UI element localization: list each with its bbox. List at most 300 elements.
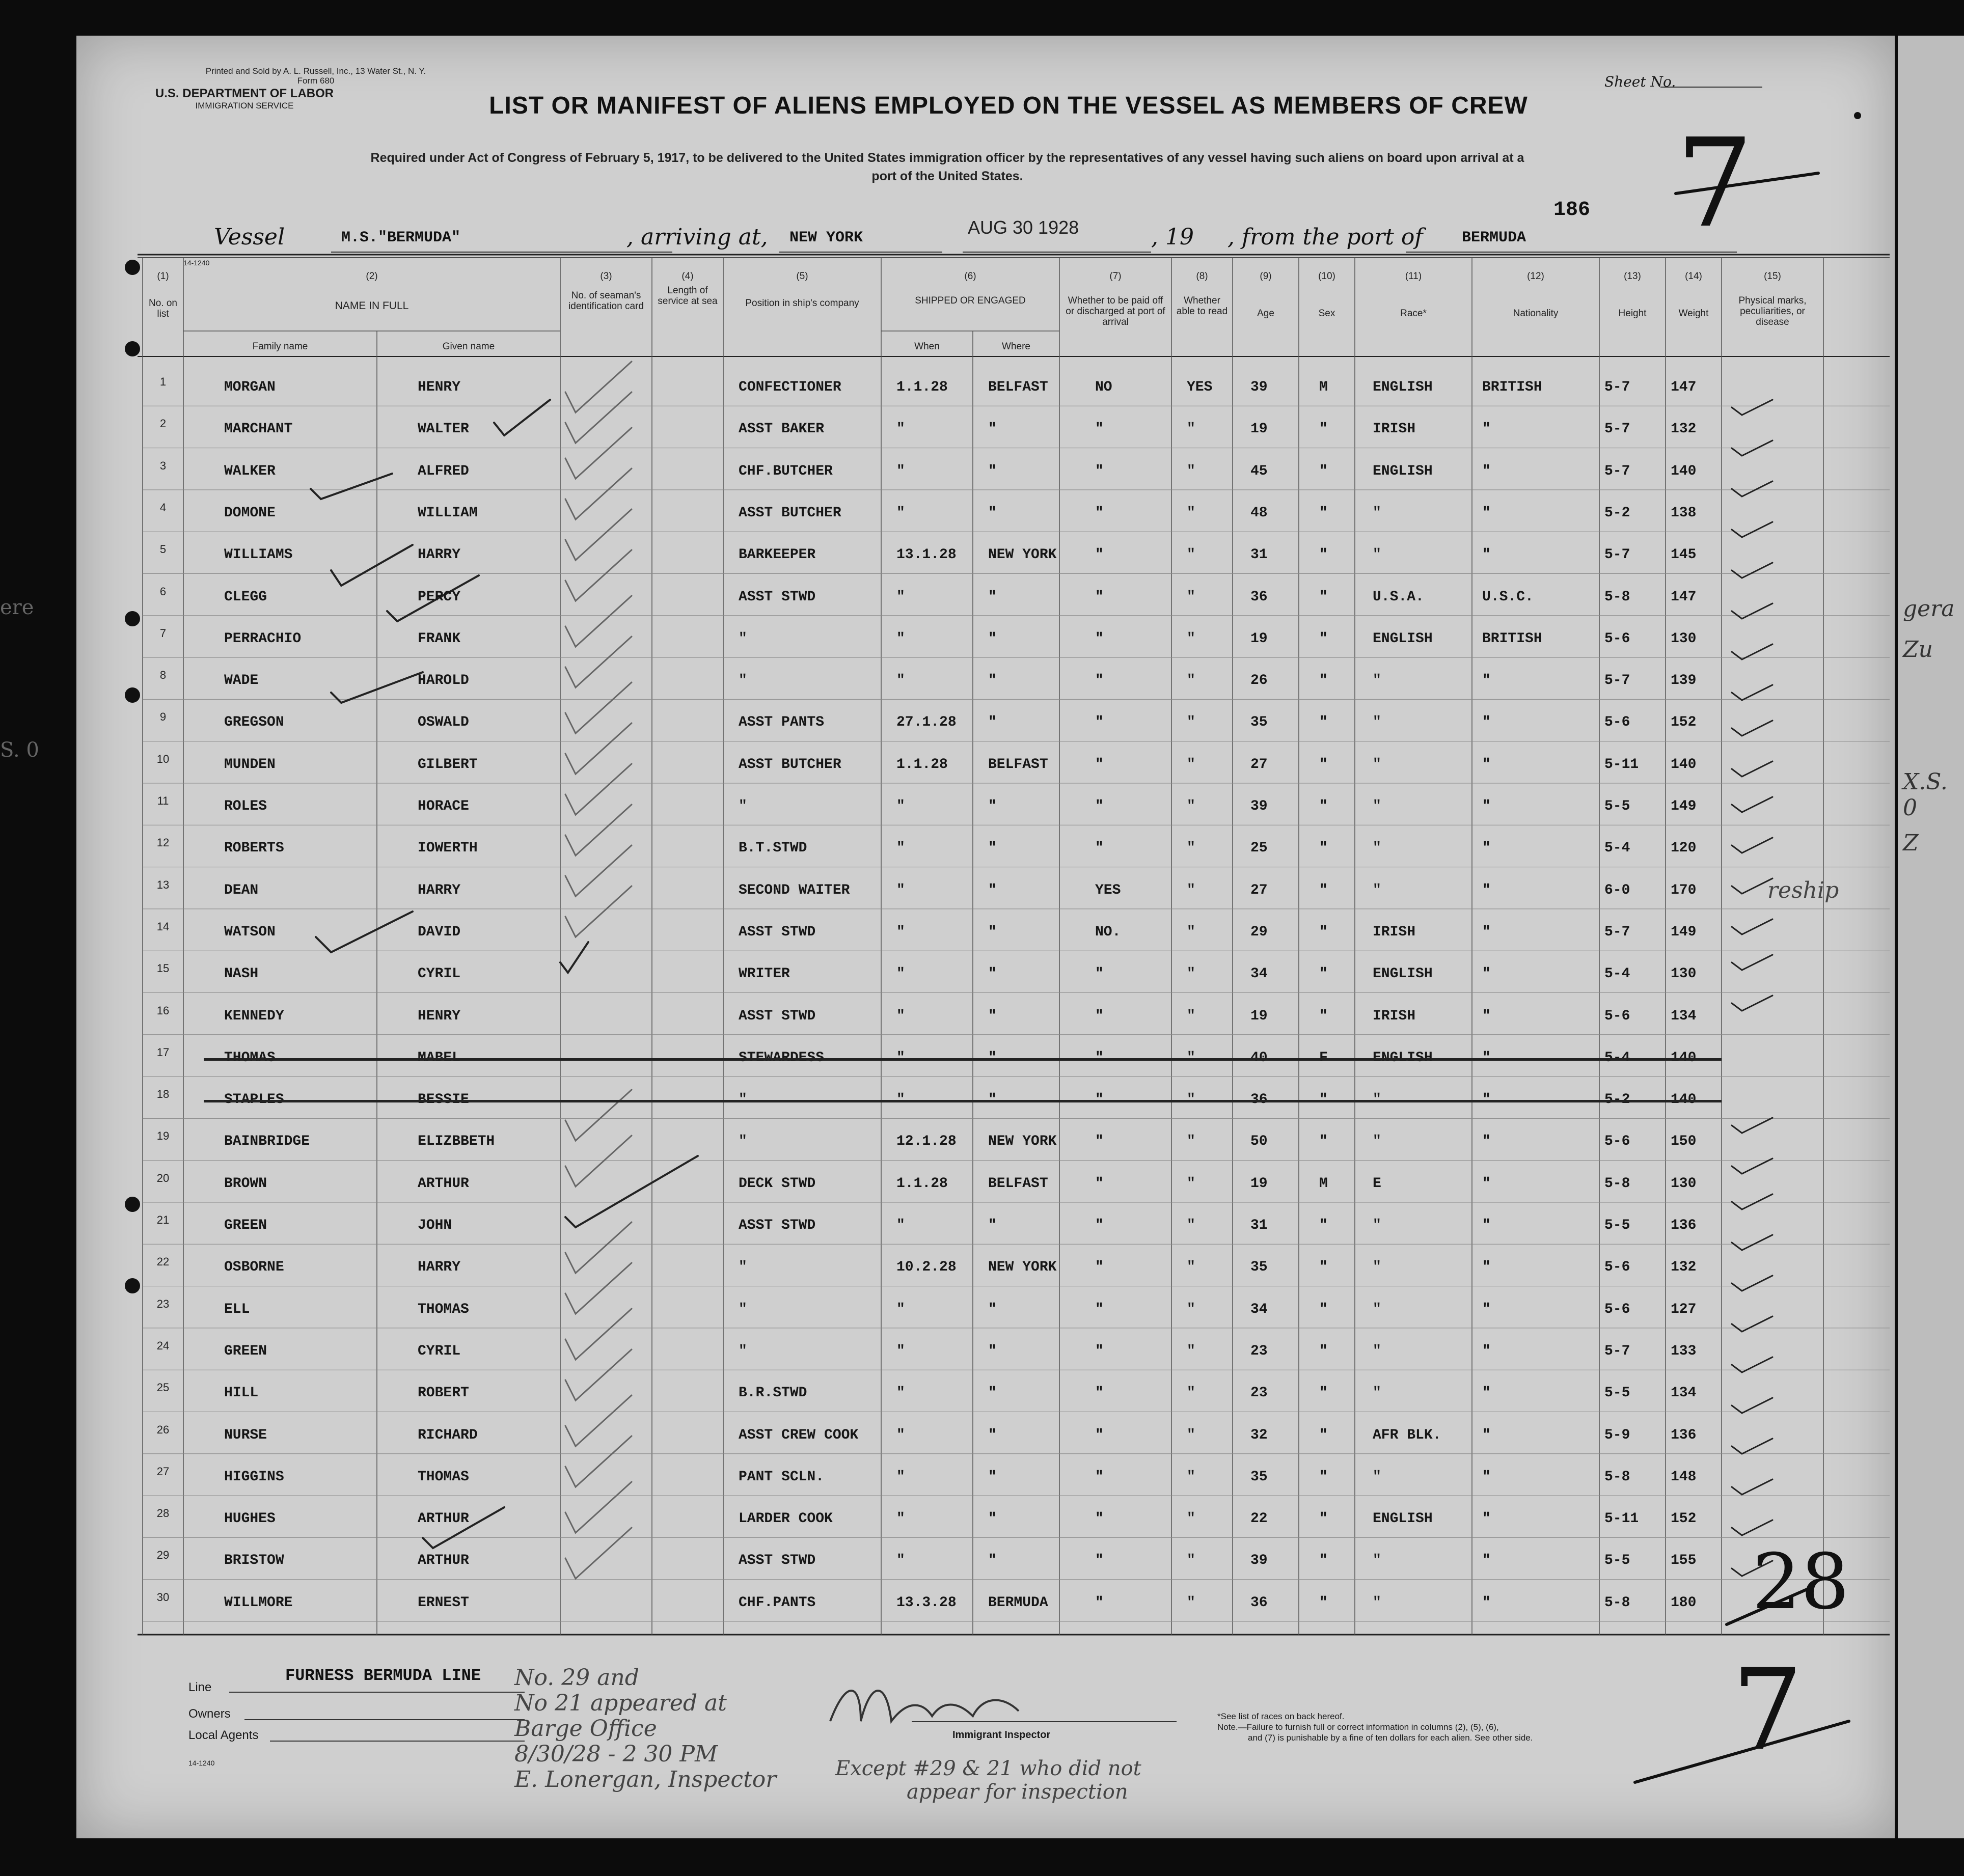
cell-position: ASST STWD (739, 1008, 816, 1024)
column-c6-number: (6) (964, 271, 976, 282)
cell-family: WILLMORE (224, 1594, 293, 1611)
cell-family: WILLIAMS (224, 547, 293, 563)
cell-read: " (1187, 1008, 1195, 1024)
physical-marks-ticks (1732, 400, 1772, 1576)
column-c1-label: No. on list (149, 298, 177, 319)
cell-sex: " (1319, 1594, 1328, 1611)
cell-weight: 134 (1671, 1008, 1697, 1024)
cell-read: " (1187, 1218, 1195, 1233)
cell-height: 5-5 (1604, 798, 1630, 814)
cell-age: 23 (1250, 1385, 1268, 1401)
cell-nat: " (1482, 1134, 1491, 1150)
cell-height: 5-5 (1604, 1218, 1630, 1233)
cell-no: 21 (156, 1213, 170, 1226)
cell-given: OSWALD (418, 714, 469, 731)
cell-position: SECOND WAITER (739, 882, 850, 898)
cell-where: " (988, 673, 997, 689)
cell-height: 5-8 (1604, 1175, 1630, 1192)
cell-age: 27 (1250, 756, 1268, 773)
cell-no: 1 (159, 375, 167, 388)
cell-paid: " (1095, 463, 1104, 479)
cell-age: 29 (1250, 924, 1268, 940)
cell-nat: " (1482, 924, 1491, 940)
cell-age: 36 (1250, 589, 1268, 605)
cell-position: ASST CREW COOK (739, 1427, 859, 1443)
punch-hole (125, 611, 140, 626)
cell-height: 5-4 (1604, 966, 1630, 982)
cell-age: 32 (1250, 1427, 1268, 1443)
subtitle-line-2: port of the United States. (871, 169, 1023, 183)
cell-given: HORACE (418, 798, 469, 814)
cell-family: OSBORNE (224, 1259, 284, 1276)
cell-weight: 134 (1671, 1385, 1697, 1401)
cell-read: " (1187, 1301, 1195, 1317)
strip-text: Z (1903, 830, 1919, 856)
footer-form-code: 14-1240 (188, 1759, 215, 1767)
sheet-label: Sheet No. (1604, 73, 1676, 90)
strip-text: X.S. 0 (1903, 769, 1948, 821)
cell-sex: " (1319, 1301, 1328, 1317)
cell-where: NEW YORK (988, 1259, 1057, 1276)
cell-no: 5 (159, 543, 167, 556)
strike-through-line (204, 1100, 1722, 1102)
cell-height: 5-6 (1604, 1301, 1630, 1317)
strip-text: ere (0, 596, 34, 619)
cell-when: " (896, 1385, 905, 1401)
cell-no: 4 (159, 501, 167, 514)
cell-age: 34 (1250, 966, 1268, 982)
column-c12-number: (12) (1527, 271, 1544, 282)
cell-sex: " (1319, 1134, 1328, 1150)
cell-age: 35 (1250, 714, 1268, 731)
cell-age: 27 (1250, 882, 1268, 898)
cell-race: IRISH (1373, 421, 1416, 437)
cell-when: " (896, 589, 905, 605)
cell-height: 5-7 (1604, 673, 1630, 689)
cell-nat: " (1482, 882, 1491, 898)
cell-where: " (988, 924, 997, 940)
cell-race: " (1373, 756, 1381, 773)
cell-race: E (1373, 1175, 1381, 1192)
cell-family: WALKER (224, 463, 276, 479)
owners-underline (244, 1719, 525, 1720)
cell-race: " (1373, 547, 1381, 563)
cell-no: 20 (156, 1171, 170, 1184)
cell-paid: " (1095, 1594, 1104, 1611)
cell-sex: " (1319, 840, 1328, 857)
cell-nat: " (1482, 1259, 1491, 1276)
cell-no: 18 (156, 1088, 170, 1101)
cell-no: 2 (159, 417, 167, 430)
cell-paid: " (1095, 1511, 1104, 1527)
cell-nat: " (1482, 966, 1491, 982)
cell-paid: " (1095, 673, 1104, 689)
cell-where: " (988, 1511, 997, 1527)
cell-nat: " (1482, 1301, 1491, 1317)
cell-when: " (896, 1218, 905, 1233)
cell-read: " (1187, 1134, 1195, 1150)
cell-read: " (1187, 589, 1195, 605)
cell-height: 5-5 (1604, 1385, 1630, 1401)
cell-when: " (896, 630, 905, 647)
cell-height: 5-4 (1604, 840, 1630, 857)
cell-when: " (896, 966, 905, 982)
cell-nat: " (1482, 505, 1491, 521)
cell-read: " (1187, 756, 1195, 773)
cell-height: 5-11 (1604, 756, 1639, 773)
cell-no: 25 (156, 1381, 170, 1394)
cell-paid: " (1095, 630, 1104, 647)
agents-label: Local Agents (188, 1728, 259, 1742)
cell-no: 6 (159, 585, 167, 598)
cell-weight: 149 (1671, 798, 1697, 814)
cell-when: " (896, 1553, 905, 1569)
cell-no: 15 (156, 962, 170, 975)
given-name-header: Given name (442, 341, 495, 352)
cell-sex: " (1319, 1553, 1328, 1569)
column-c11-number: (11) (1405, 271, 1422, 282)
cell-height: 5-7 (1604, 1343, 1630, 1359)
year-label: , 19 (1151, 224, 1194, 250)
cell-read: " (1187, 1427, 1195, 1443)
cell-paid: " (1095, 840, 1104, 857)
cell-sex: " (1319, 882, 1328, 898)
cell-when: 13.3.28 (896, 1594, 957, 1611)
hand-note-line: Barge Office (514, 1716, 657, 1742)
cell-family: WATSON (224, 924, 276, 940)
cell-position: ASST PANTS (739, 714, 825, 731)
service: IMMIGRATION SERVICE (195, 101, 294, 111)
cell-weight: 147 (1671, 589, 1697, 605)
cell-height: 5-6 (1604, 630, 1630, 647)
cell-paid: " (1095, 1385, 1104, 1401)
cell-nat: " (1482, 421, 1491, 437)
cell-paid: " (1095, 1218, 1104, 1233)
printer-text: Printed and Sold by A. L. Russell, Inc., 13 Water St., N. Y. (205, 66, 426, 76)
cell-family: MORGAN (224, 379, 276, 395)
cell-weight: 130 (1671, 966, 1697, 982)
cell-where: " (988, 505, 997, 521)
where-header: Where (1002, 341, 1030, 352)
cell-position: LARDER COOK (739, 1511, 833, 1527)
cell-nat: " (1482, 547, 1491, 563)
column-c7-number: (7) (1109, 271, 1122, 282)
cell-no: 17 (156, 1045, 170, 1059)
column-c15-label: Physical marks, peculiarities, or disease (1738, 295, 1807, 327)
cell-read: " (1187, 924, 1195, 940)
line-value: FURNESS BERMUDA LINE (285, 1666, 481, 1685)
note-line-1: Note.—Failure to furnish full or correct information in columns (2), (5), (6), (1217, 1722, 1499, 1732)
column-c11-label: Race* (1400, 308, 1427, 319)
cell-nat: " (1482, 463, 1491, 479)
cell-weight: 155 (1671, 1553, 1697, 1569)
punch-hole (125, 687, 140, 703)
cell-nat: " (1482, 714, 1491, 731)
cell-read: " (1187, 1343, 1195, 1359)
cell-weight: 140 (1671, 756, 1697, 773)
column-c2-label: NAME IN FULL (335, 300, 409, 312)
when-header: When (914, 341, 940, 352)
cell-where: " (988, 966, 997, 982)
cell-given: ARTHUR (418, 1511, 469, 1527)
cell-read: " (1187, 463, 1195, 479)
cell-when: 1.1.28 (896, 1175, 948, 1192)
strip-text: gera (1903, 596, 1955, 622)
cell-race: ENGLISH (1373, 966, 1433, 982)
cell-family: BAINBRIDGE (224, 1134, 310, 1150)
cell-where: " (988, 630, 997, 647)
cell-position: " (739, 1134, 747, 1150)
cell-family: ELL (224, 1301, 250, 1317)
handwritten-seven: 7 (1732, 1645, 1803, 1775)
cell-age: 39 (1250, 379, 1268, 395)
cell-when: " (896, 463, 905, 479)
cell-read: " (1187, 966, 1195, 982)
cell-family: WADE (224, 673, 259, 689)
cell-no: 16 (156, 1004, 170, 1017)
cell-where: BELFAST (988, 756, 1048, 773)
cell-position: " (739, 1301, 747, 1317)
left-margin-strip (0, 36, 76, 1838)
column-c1-number: (1) (157, 271, 169, 282)
cell-given: ERNEST (418, 1594, 469, 1611)
cell-given: HARRY (418, 882, 461, 898)
cell-when: 12.1.28 (896, 1134, 957, 1150)
cell-weight: 132 (1671, 421, 1697, 437)
cell-position: ASST STWD (739, 924, 816, 940)
cell-sex: " (1319, 966, 1328, 982)
punch-hole (125, 260, 140, 275)
check-marks (311, 400, 698, 1548)
cell-read: " (1187, 673, 1195, 689)
cell-where: " (988, 421, 997, 437)
cell-when: 1.1.28 (896, 756, 948, 773)
department: U.S. DEPARTMENT OF LABOR (155, 87, 334, 100)
column-c6-label: SHIPPED OR ENGAGED (915, 295, 1026, 306)
cell-height: 5-9 (1604, 1427, 1630, 1443)
cell-race: " (1373, 673, 1381, 689)
cell-nat: " (1482, 1008, 1491, 1024)
cell-nat: BRITISH (1482, 630, 1542, 647)
cell-sex: " (1319, 1427, 1328, 1443)
cell-where: " (988, 882, 997, 898)
cell-sex: " (1319, 924, 1328, 940)
cell-family: ROLES (224, 798, 267, 814)
cell-where: NEW YORK (988, 1134, 1057, 1150)
cell-where: " (988, 1218, 997, 1233)
cell-sex: M (1319, 379, 1328, 395)
cell-weight: 130 (1671, 1175, 1697, 1192)
cell-sex: " (1319, 505, 1328, 521)
cell-race: ENGLISH (1373, 630, 1433, 647)
cell-position: ASST STWD (739, 589, 816, 605)
cell-family: HILL (224, 1385, 259, 1401)
hand-note-line: No. 29 and (514, 1665, 639, 1691)
column-c3-number: (3) (600, 271, 612, 282)
cell-family: CLEGG (224, 589, 267, 605)
cell-height: 5-6 (1604, 1134, 1630, 1150)
cell-marks: reship (1767, 877, 1839, 903)
cell-race: " (1373, 1553, 1381, 1569)
cell-paid: " (1095, 1469, 1104, 1485)
cell-age: 22 (1250, 1511, 1268, 1527)
cell-family: GREEN (224, 1343, 267, 1359)
cell-paid: YES (1095, 882, 1121, 898)
column-c8-number: (8) (1196, 271, 1208, 282)
cell-race: " (1373, 1218, 1381, 1233)
cell-sex: M (1319, 1175, 1328, 1192)
cell-position: PANT SCLN. (739, 1469, 825, 1485)
cell-no: 22 (156, 1255, 170, 1268)
cell-family: HUGHES (224, 1511, 276, 1527)
cell-family: MUNDEN (224, 756, 276, 773)
arriving-label: , arriving at, (626, 224, 768, 250)
cell-sex: " (1319, 1218, 1328, 1233)
cell-paid: NO (1095, 379, 1112, 395)
punch-hole (125, 341, 140, 356)
cell-given: THOMAS (418, 1469, 469, 1485)
cell-given: HARRY (418, 1259, 461, 1276)
cell-where: " (988, 589, 997, 605)
cell-weight: 138 (1671, 505, 1697, 521)
arriving-port: NEW YORK (789, 229, 863, 246)
cell-weight: 148 (1671, 1469, 1697, 1485)
cell-paid: " (1095, 714, 1104, 731)
cell-given: HENRY (418, 1008, 461, 1024)
cell-paid: " (1095, 1134, 1104, 1150)
cell-given: ARTHUR (418, 1175, 469, 1192)
cell-where: " (988, 1008, 997, 1024)
cell-nat: " (1482, 1427, 1491, 1443)
cell-given: HARRY (418, 547, 461, 563)
cell-given: PERCY (418, 589, 461, 605)
cell-no: 27 (156, 1465, 170, 1478)
cell-when: 13.1.28 (896, 547, 957, 563)
cell-where: BELFAST (988, 379, 1048, 395)
strip-text: Zu (1903, 637, 1933, 663)
cell-paid: " (1095, 966, 1104, 982)
cell-height: 5-8 (1604, 1594, 1630, 1611)
cell-position: ASST BUTCHER (739, 505, 841, 521)
strike-through-line (204, 1058, 1722, 1061)
cell-position: CONFECTIONER (739, 379, 841, 395)
except-line-1: Except #29 & 21 who did not (835, 1757, 1141, 1780)
cell-family: GREEN (224, 1218, 267, 1233)
cell-paid: " (1095, 589, 1104, 605)
column-c4-label: Length of service at sea (658, 285, 718, 307)
cell-height: 5-8 (1604, 589, 1630, 605)
column-c12-label: Nationality (1513, 308, 1559, 319)
cell-no: 7 (159, 626, 167, 640)
cell-position: " (739, 1343, 747, 1359)
cell-nat: BRITISH (1482, 379, 1542, 395)
punch-hole (1854, 112, 1861, 119)
cell-race: " (1373, 1259, 1381, 1276)
cell-height: 5-7 (1604, 463, 1630, 479)
cell-read: " (1187, 882, 1195, 898)
cell-race: ENGLISH (1373, 379, 1433, 395)
cell-age: 45 (1250, 463, 1268, 479)
cell-height: 5-7 (1604, 924, 1630, 940)
note-line-2: and (7) is punishable by a fine of ten dollars for each alien. See other side. (1248, 1733, 1533, 1743)
serial-number: 186 (1553, 199, 1591, 222)
cell-height: 5-11 (1604, 1511, 1639, 1527)
line-label: Line (188, 1680, 212, 1694)
cell-race: " (1373, 505, 1381, 521)
cell-nat: " (1482, 1343, 1491, 1359)
cell-where: BERMUDA (988, 1594, 1048, 1611)
cell-given: ROBERT (418, 1385, 469, 1401)
form-code: 14-1240 (183, 259, 210, 267)
manifest-sheet (76, 36, 1895, 1838)
cell-family: HIGGINS (224, 1469, 284, 1485)
cell-position: " (739, 1259, 747, 1276)
cell-given: HAROLD (418, 673, 469, 689)
cell-nat: " (1482, 1385, 1491, 1401)
column-c7-label: Whether to be paid off or discharged at port of arrival (1066, 295, 1165, 327)
hand-note-line: No 21 appeared at (514, 1690, 727, 1716)
cell-paid: " (1095, 798, 1104, 814)
departure-port: BERMUDA (1462, 229, 1526, 246)
cell-sex: " (1319, 589, 1328, 605)
cell-given: RICHARD (418, 1427, 478, 1443)
cell-sex: " (1319, 756, 1328, 773)
cell-read: " (1187, 421, 1195, 437)
agents-underline (270, 1741, 525, 1742)
cell-no: 10 (156, 752, 170, 765)
cell-sex: " (1319, 1511, 1328, 1527)
cell-weight: 127 (1671, 1301, 1697, 1317)
cell-when: " (896, 1008, 905, 1024)
sheet-number: 7 (1676, 112, 1754, 255)
column-c9-label: Age (1257, 308, 1274, 319)
column-c14-label: Weight (1678, 308, 1709, 319)
cell-race: " (1373, 1594, 1381, 1611)
cell-position: " (739, 798, 747, 814)
cell-age: 19 (1250, 1175, 1268, 1192)
cell-position: ASST BUTCHER (739, 756, 841, 773)
cell-where: " (988, 463, 997, 479)
cell-race: AFR BLK. (1373, 1427, 1441, 1443)
cell-sex: " (1319, 1008, 1328, 1024)
cell-when: " (896, 1469, 905, 1485)
cell-position: " (739, 630, 747, 647)
cell-race: " (1373, 798, 1381, 814)
cell-position: B.T.STWD (739, 840, 807, 857)
cell-height: 5-6 (1604, 714, 1630, 731)
cell-race: IRISH (1373, 1008, 1416, 1024)
cell-nat: " (1482, 840, 1491, 857)
cell-paid: " (1095, 1553, 1104, 1569)
cell-where: BELFAST (988, 1175, 1048, 1192)
cell-family: ROBERTS (224, 840, 284, 857)
cell-height: 5-7 (1604, 547, 1630, 563)
cell-height: 6-0 (1604, 882, 1630, 898)
subtitle-line-1: Required under Act of Congress of February 5, 1917, to be delivered to the United States immigration officer by the representatives of any vessel having such aliens on board upon arrival at a (370, 151, 1524, 165)
cell-paid: " (1095, 1301, 1104, 1317)
column-c5-number: (5) (796, 271, 808, 282)
cell-when: " (896, 882, 905, 898)
cell-where: " (988, 1385, 997, 1401)
cell-when: " (896, 673, 905, 689)
cell-weight: 149 (1671, 924, 1697, 940)
cell-nat: " (1482, 1553, 1491, 1569)
cell-sex: " (1319, 463, 1328, 479)
cell-no: 28 (156, 1507, 170, 1520)
punch-hole (125, 1197, 140, 1212)
cell-nat: " (1482, 1511, 1491, 1527)
cell-sex: " (1319, 673, 1328, 689)
